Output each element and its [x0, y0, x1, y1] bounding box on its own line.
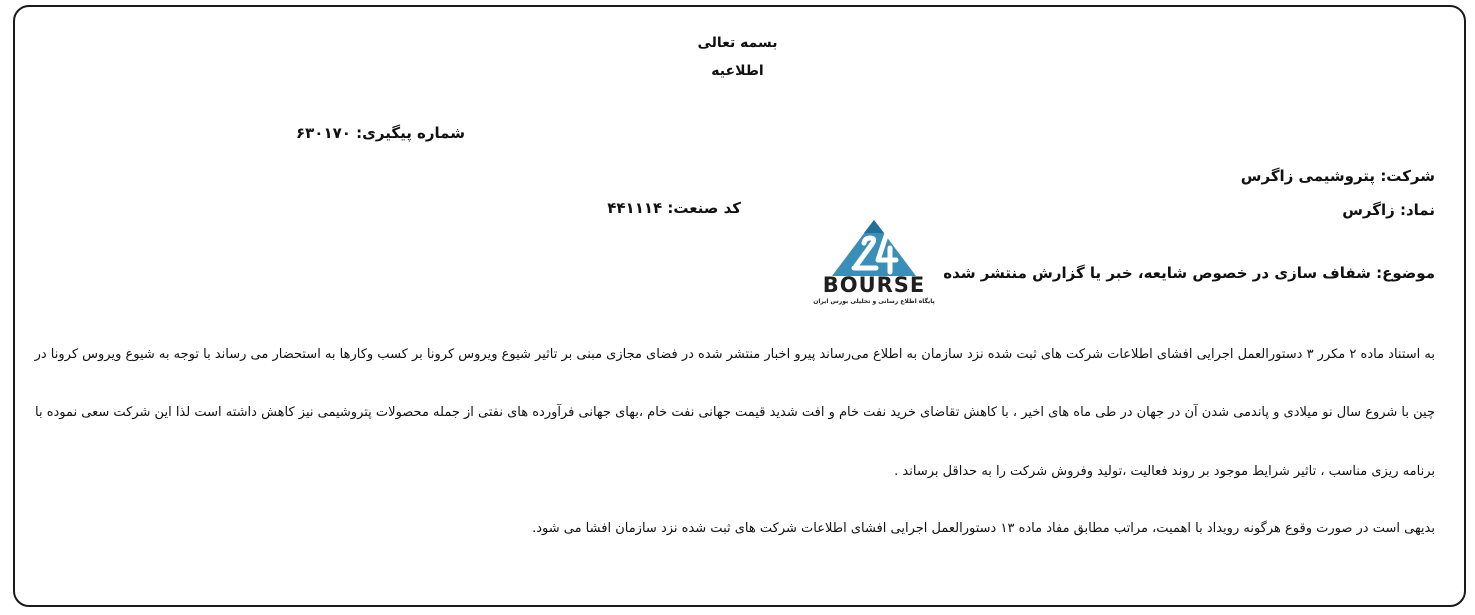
symbol-label: نماد: [1399, 201, 1435, 219]
logo-wordmark: BOURSE [822, 273, 926, 297]
bourse-logo [812, 216, 936, 312]
symbol-value: زاگرس [1342, 201, 1395, 219]
company-label: شرکت: [1380, 167, 1435, 185]
industry-label: کد صنعت: [667, 199, 741, 217]
logo-subtitle: پایگاه اطلاع رسانی و تحلیلی بورس ایران [813, 298, 935, 305]
body-paragraph-3: برنامه ریزی مناسب ، تاثیر شرایط موجود بر روند فعالیت ،تولید وفروش شرکت را به حداقل برساند . [894, 464, 1435, 479]
subject-value: شفاف سازی در خصوص شایعه، خبر یا گزارش منتشر شده [943, 264, 1371, 282]
header-bismillah: بسمه تعالی [697, 35, 778, 51]
body-paragraph-2: چین با شروع سال نو میلادی و پاندمی شدن آن در جهان در طی ماه های اخیر ، با کاهش تقاضای خرید نفت خام و افت شدید قیمت جهانی نفت خام ،بهای جهانی فرآورده های نفتی از جمله محصولات پتروشیمی نیز کاهش داشته است لذا این شرکت سعی نموده با [34, 405, 1435, 420]
industry-code-field [607, 199, 741, 217]
subject-field [943, 264, 1435, 282]
header-announcement: اطلاعیه [711, 63, 764, 79]
document-frame [13, 5, 1466, 607]
tracking-value: ۶۳۰۱۷۰ [295, 124, 351, 142]
tracking-number [296, 124, 465, 142]
symbol-field [1342, 201, 1435, 219]
body-paragraph-4: بدیهی است در صورت وقوع هرگونه رویداد با اهمیت، مراتب مطابق مفاد ماده ۱۳ دستورالعمل اجرایی افشای اطلاعات شرکت های ثبت شده نزد سازمان افشا می شود. [532, 521, 1435, 536]
company-value: پتروشیمی زاگرس [1240, 167, 1376, 185]
subject-label: موضوع: [1376, 264, 1435, 282]
industry-value: ۴۴۱۱۱۴ [607, 199, 663, 217]
body-paragraph-1: به استناد ماده ۲ مکرر ۳ دستورالعمل اجرایی افشای اطلاعات شرکت های ثبت شده نزد سازمان به اطلاع می‌رساند پیرو اخبار منتشر شده در فضای مجازی مبنی بر تاثیر شیوع ویروس کرونا بر کسب وکارها به استحضار می رساند با توجه به شیوع ویروس کرونا در [34, 347, 1435, 362]
tracking-label: شماره پیگیری: [356, 124, 465, 142]
company-field [1241, 167, 1435, 185]
bourse-triangle-icon [812, 216, 936, 276]
